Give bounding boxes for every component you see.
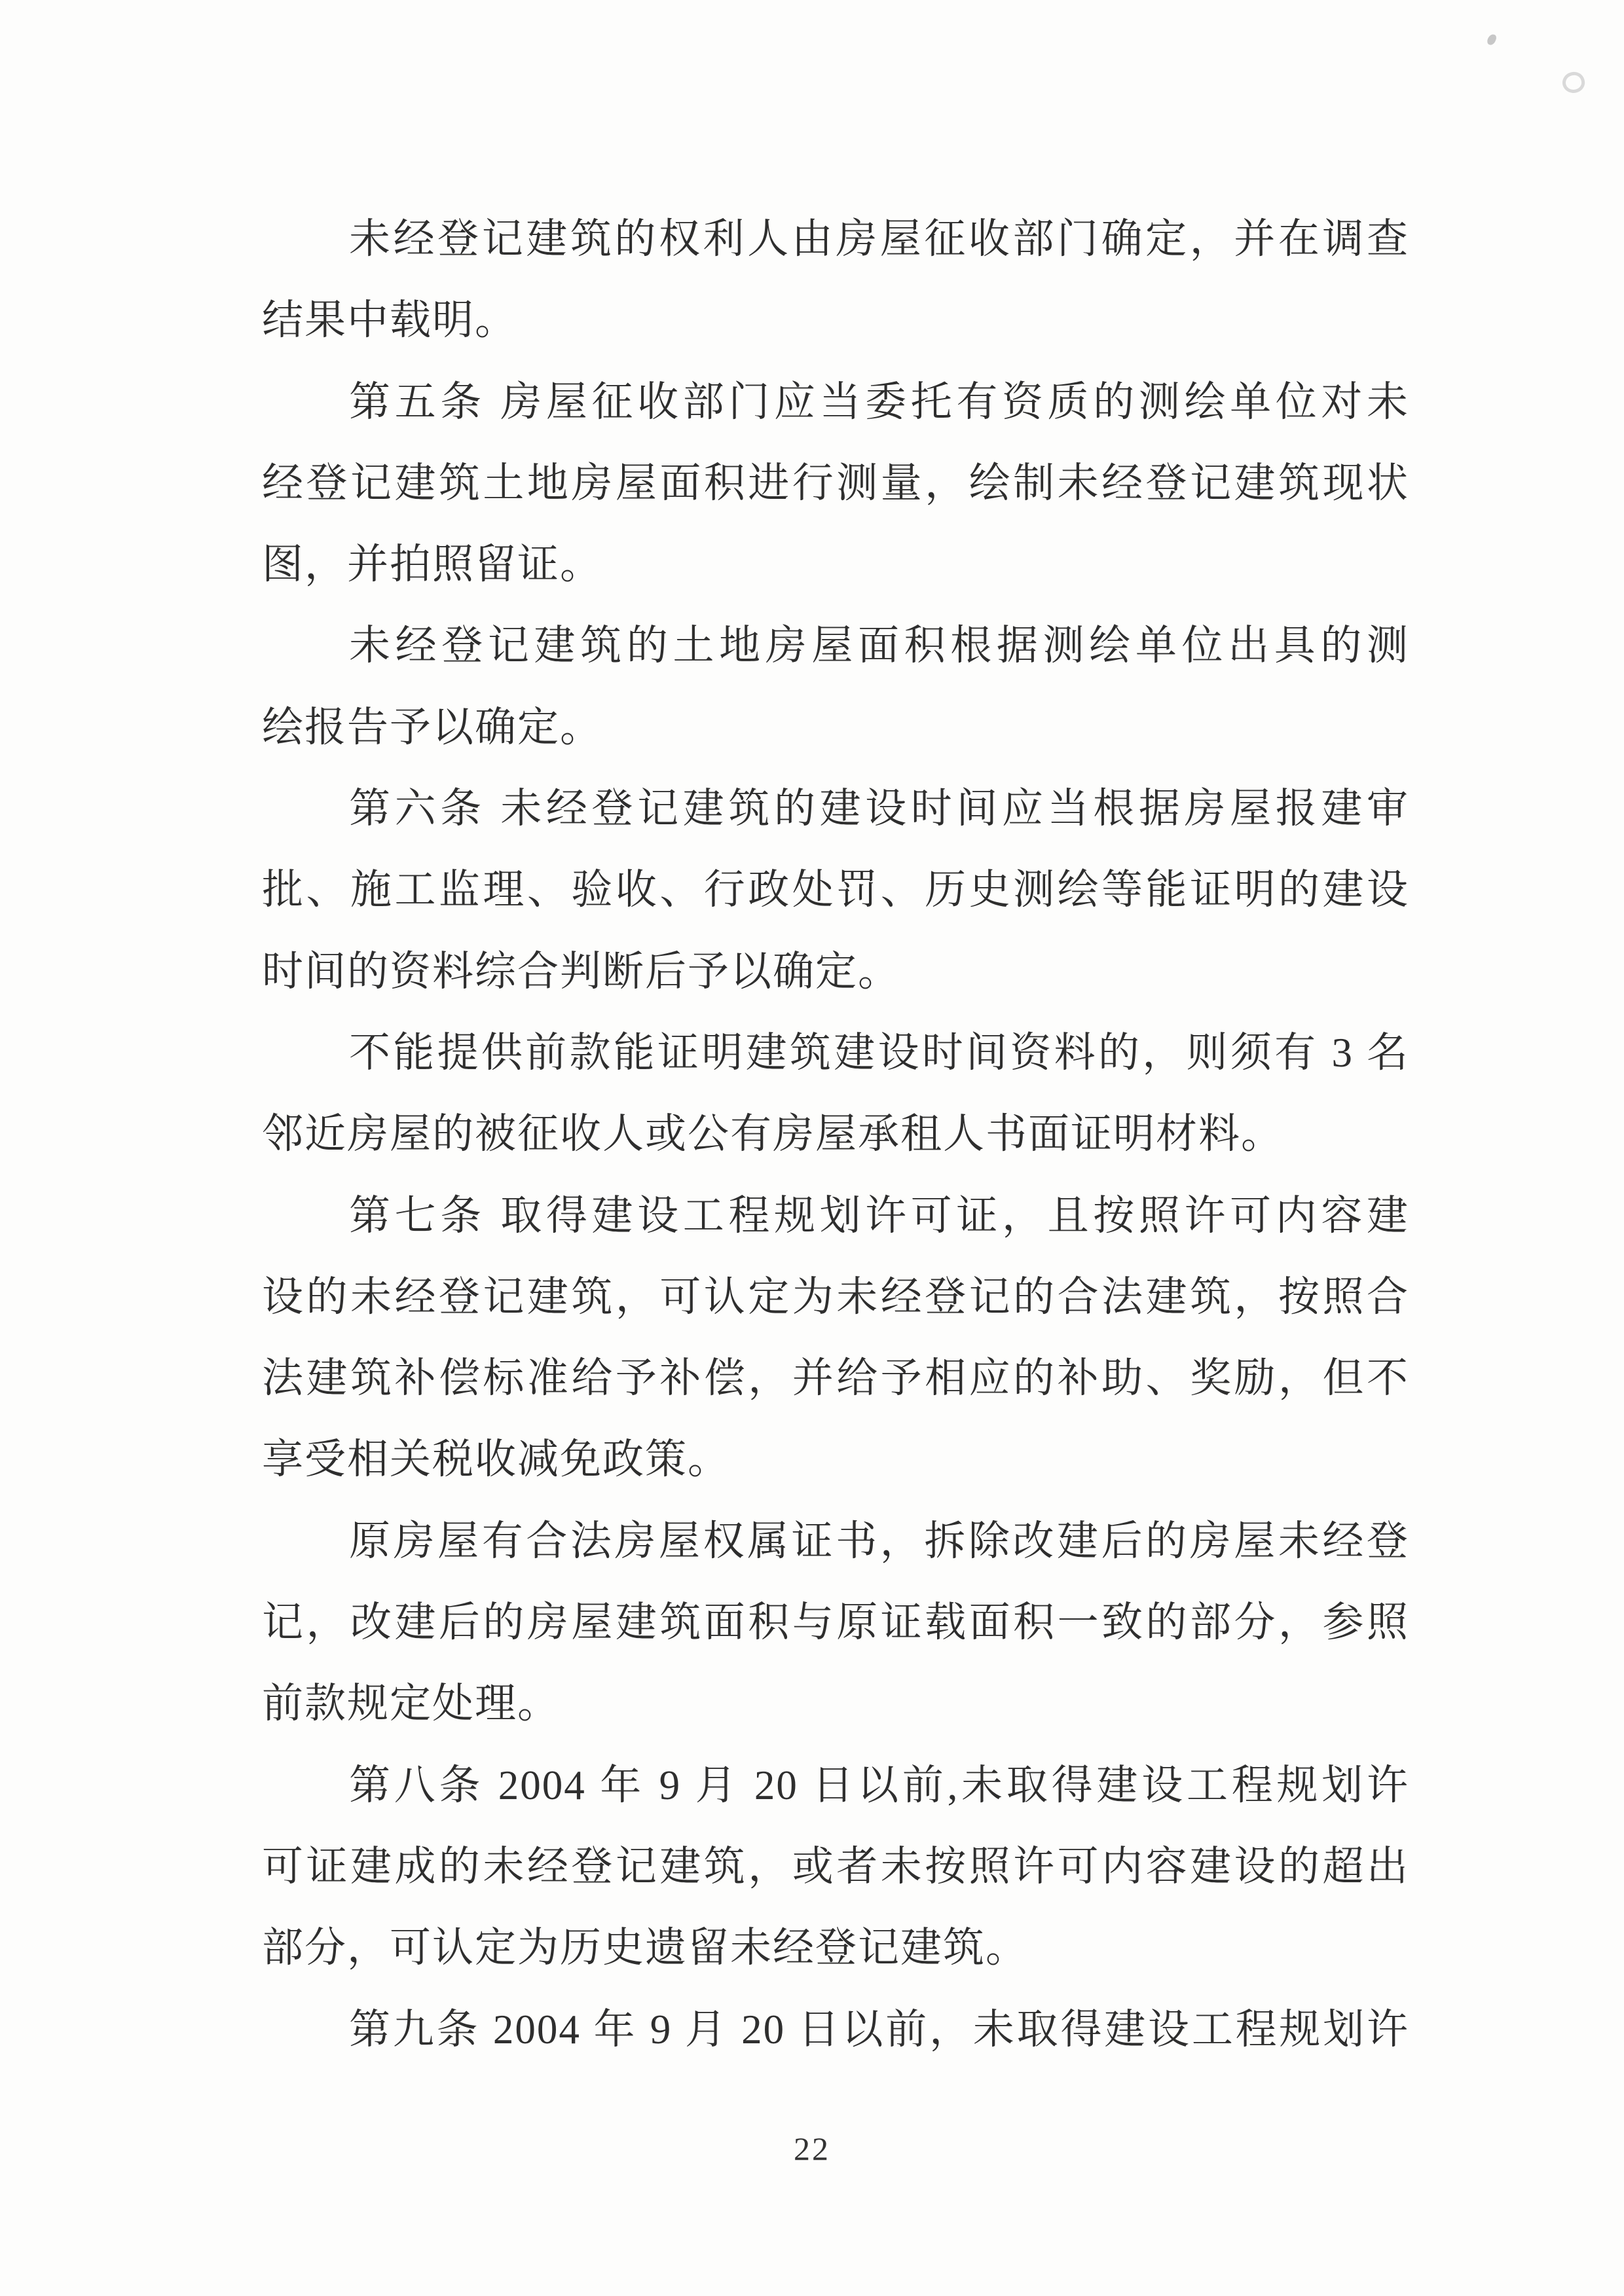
text-line: 绘报告予以确定。 xyxy=(262,704,602,750)
text-line: 第九条 2004 年 9 月 20 日以前，未取得建设工程规划许 xyxy=(349,2006,1409,2052)
text-line: 经登记建筑土地房屋面积进行测量，绘制未经登记建筑现状 xyxy=(262,460,1409,506)
text-line: 图，并拍照留证。 xyxy=(262,541,602,588)
text-line: 设的未经登记建筑，可认定为未经登记的合法建筑，按照合 xyxy=(262,1273,1409,1320)
text-line: 可证建成的未经登记建筑，或者未按照许可内容建设的超出 xyxy=(262,1843,1409,1889)
text-line: 结果中载明。 xyxy=(262,297,517,344)
text-line: 未经登记建筑的权利人由房屋征收部门确定，并在调查 xyxy=(349,216,1409,262)
text-line: 批、施工监理、验收、行政处罚、历史测绘等能证明的建设 xyxy=(262,867,1409,913)
text-line: 前款规定处理。 xyxy=(262,1681,560,1727)
text-line: 第八条 2004 年 9 月 20 日以前,未取得建设工程规划许 xyxy=(349,1762,1409,1808)
text-line: 第五条 房屋征收部门应当委托有资质的测绘单位对未 xyxy=(349,378,1409,425)
scan-smudge-icon xyxy=(1486,33,1497,46)
text-line: 邻近房屋的被征收人或公有房屋承租人书面证明材料。 xyxy=(262,1111,1283,1157)
scan-smudge-icon xyxy=(1560,69,1587,96)
text-line: 第七条 取得建设工程规划许可证，且按照许可内容建 xyxy=(349,1192,1409,1239)
text-line: 第六条 未经登记建筑的建设时间应当根据房屋报建审 xyxy=(349,786,1409,832)
text-line: 未经登记建筑的土地房屋面积根据测绘单位出具的测 xyxy=(349,623,1409,669)
text-line: 法建筑补偿标准给予补偿，并给予相应的补助、奖励，但不 xyxy=(262,1355,1409,1402)
text-line: 原房屋有合法房屋权属证书，拆除改建后的房屋未经登 xyxy=(349,1518,1409,1564)
page-number: 22 xyxy=(794,2130,830,2167)
document-body-text xyxy=(262,198,1409,2070)
text-line: 记，改建后的房屋建筑面积与原证载面积一致的部分，参照 xyxy=(262,1599,1409,1646)
text-line: 时间的资料综合判断后予以确定。 xyxy=(262,948,900,994)
text-line: 不能提供前款能证明建筑建设时间资料的，则须有 3 名 xyxy=(349,1029,1409,1076)
text-line: 享受相关税收减免政策。 xyxy=(262,1436,730,1483)
text-line: 部分，可认定为历史遗留未经登记建筑。 xyxy=(262,1925,1028,1971)
